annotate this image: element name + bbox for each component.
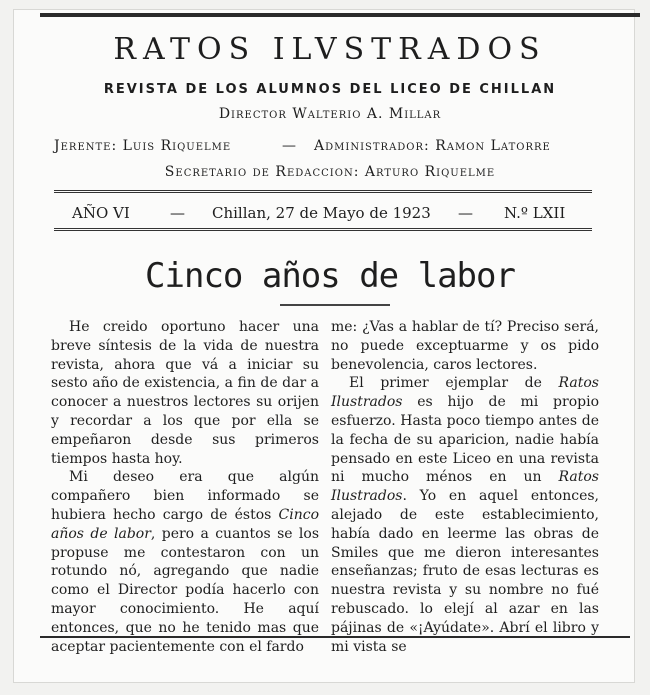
issue-dash-2: — — [458, 204, 473, 222]
masthead-administrador: Administrador: Ramon Latorre — [314, 138, 551, 154]
paragraph-text: , pero a cuantos se los propuse me contestaron con un rotundo nó, agregando que nadie como el Director podía hacerlo con mayor conocimiento. He aquí entonces, que no he tenido mas que aceptar pacientemente con el fardo — [51, 525, 320, 655]
issue-dash-1: — — [170, 204, 185, 222]
title-underline — [280, 304, 390, 306]
issue-rule-bottom — [54, 228, 592, 231]
issue-place-date: Chillan, 27 de Mayo de 1923 — [212, 204, 431, 222]
masthead-gerente: Jerente: Luis Riquelme — [54, 138, 232, 154]
masthead-separator: — — [282, 138, 296, 154]
paragraph-text: He creido oportuno hacer una breve síntesis de la vida de nuestra revista, ahora que vá a iniciar su sesto año de existencia, a fin de dar a conocer a nuestros lectores su orijen y recordar a los que por ella se empeñaron desde sus primeros tiempos hasta hoy. — [51, 319, 319, 467]
issue-year: AÑO VI — [72, 204, 130, 222]
italic-text: Ratos Ilustrados — [331, 469, 599, 505]
paragraph — [331, 374, 599, 656]
article-column-right — [331, 318, 599, 655]
paragraph — [51, 318, 319, 468]
top-border — [40, 13, 640, 17]
italic-text: Cinco años de labor — [51, 506, 319, 542]
masthead-secretario: Secretario de Redaccion: Arturo Riquelme — [164, 164, 496, 180]
masthead-director: Director Walterio A. Millar — [218, 106, 442, 122]
masthead-title: RATOS ILVSTRADOS — [113, 32, 547, 67]
italic-text: Ratos Ilustrados — [331, 375, 599, 411]
article-column-left — [51, 318, 320, 655]
paragraph — [331, 318, 599, 374]
paragraph-text: El primer ejemplar de — [349, 375, 559, 392]
issue-rule-top — [54, 190, 592, 193]
paragraph — [51, 468, 319, 656]
article-title: Cinco años de labor — [145, 256, 515, 296]
paragraph-text: . Yo en aquel entonces, alejado de este establecimiento, había dado en leerme las obras de Smiles que me dieron interesantes enseñanzas; fruto de esas lecturas es nuestra revista y su nombre no fué rebuscado. lo elejí al azar en las pájinas de «¡Ayúdate». Abrí el libro y mi vista se — [331, 488, 599, 655]
issue-number: N.º LXII — [504, 204, 566, 222]
paragraph-text: Mi deseo era que algún compañero bien informado se hubiera hecho cargo de éstos — [51, 469, 319, 523]
bottom-rule — [40, 636, 630, 638]
paragraph-text: es hijo de mi propio esfuerzo. Hasta poco tiempo antes de la fecha de su aparicion, nadie había pensado en este Liceo en una revista ni mucho ménos en un — [331, 394, 599, 486]
masthead-subtitle: REVISTA DE LOS ALUMNOS DEL LICEO DE CHILLAN — [103, 82, 557, 97]
paragraph-text: me: ¿Vas a hablar de tí? Preciso será, no puede exceptuarme y os pido benevolencia, caros lectores. — [331, 319, 599, 373]
